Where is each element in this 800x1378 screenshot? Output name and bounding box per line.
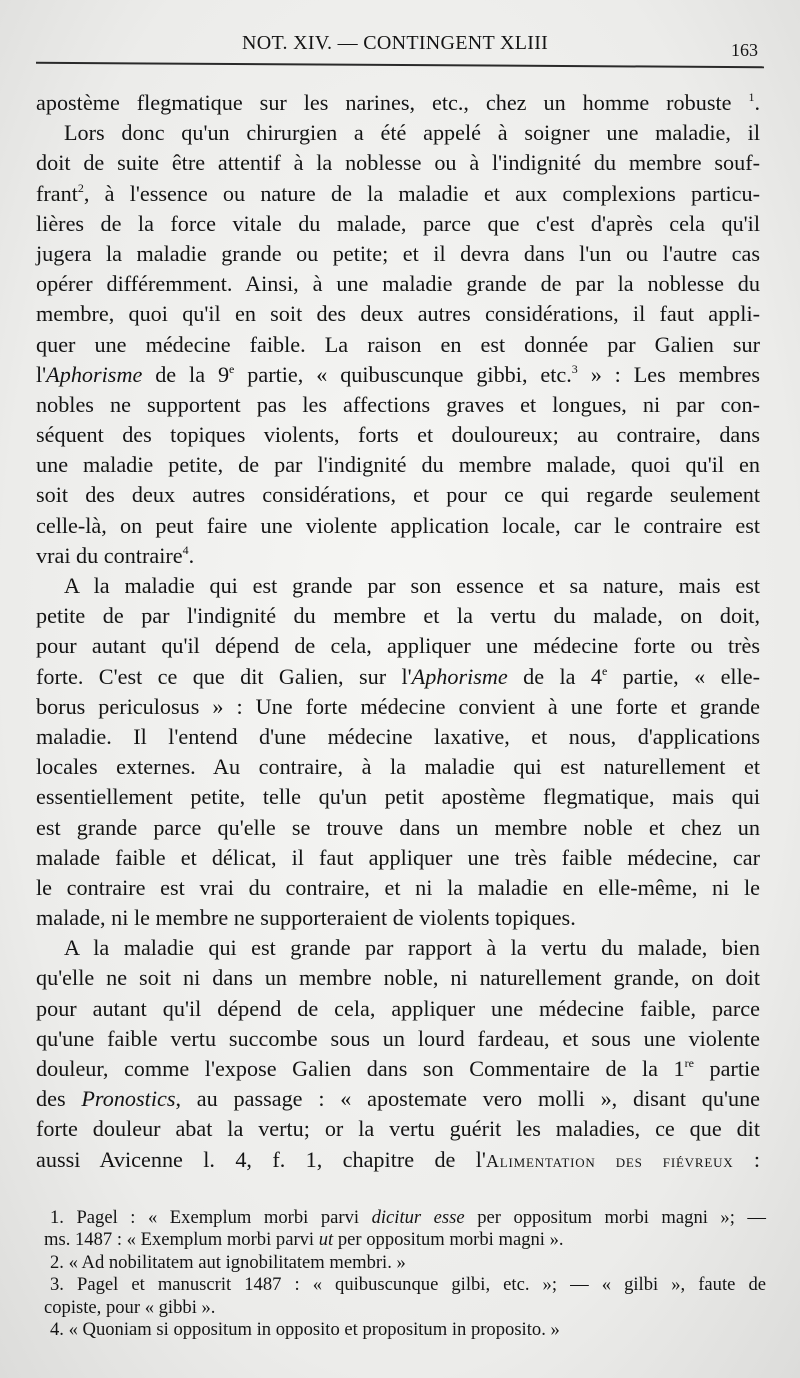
footnote-3-cont: copiste, pour « gibbi ». (44, 1296, 216, 1318)
text-line: nobles ne supportent pas les affections graves et longues, ni par con- (36, 391, 760, 417)
page-number: 163 (731, 40, 758, 60)
footnote-ref: 3 (571, 361, 578, 376)
text-line: Lors donc qu'un chirurgien a été appelé à soigner une maladie, il (64, 120, 760, 146)
running-head: NOT. XIV. — CONTINGENT XLIII (242, 32, 549, 54)
text-line: borus periculosus » : Une forte médecine convient à une forte et grande (36, 693, 760, 719)
text-line: opérer différemment. Ainsi, à une maladie grande de par la noblesse du (36, 271, 760, 297)
text-line: A la maladie qui est grande par son essence et sa nature, mais est (64, 573, 760, 598)
italic-title: Aphorisme (411, 663, 508, 689)
text-line: forte douleur abat la vertu; or la vertu guérit les maladies, ce que dit (36, 1116, 760, 1142)
footnote-ref: 1 (748, 90, 755, 104)
text-line: le contraire est vrai du contraire, et ni la maladie en elle-même, ni le (36, 874, 760, 900)
text-line: forte. C'est ce que dit Galien, sur l'Aphorisme de la 4e partie, « elle- (36, 663, 760, 689)
footnote-2: 2. « Ad nobilitatem aut ignobilitatem membri. » (50, 1251, 406, 1273)
text-line: séquent des topiques violents, forts et douloureux; au contraire, dans (36, 422, 760, 448)
text-line: malade, ni le membre ne supporteraient de violents topiques. (36, 905, 576, 931)
text-line: apostème flegmatique sur les narines, etc., chez un homme robuste $^1$. (36, 90, 761, 115)
footnote-ref: 2 (77, 180, 84, 195)
page-header (36, 26, 764, 62)
text-line: qu'une faible vertu succombe sous un lourd fardeau, et sous une violente (36, 1025, 760, 1051)
text-line: malade faible et délicat, il faut appliquer une très faible médecine, car (36, 844, 760, 870)
text-line: des Pronostics, au passage : « apostemate vero molli », disant qu'une (36, 1086, 760, 1112)
text-line: maladie. Il l'entend d'une médecine laxative, et nous, d'applications (36, 723, 760, 749)
footnote-3: 3. Pagel et manuscrit 1487 : « quibuscunque gilbi, etc. »; — « gilbi », faute de (50, 1274, 766, 1296)
text-line: aussi Avicenne l. 4, f. 1, chapitre de l'Alimentation des fiévreux : (36, 1146, 760, 1172)
italic-title: Aphorisme (46, 361, 143, 387)
text-line: locales externes. Au contraire, à la maladie qui est naturellement et (36, 754, 760, 780)
footnote-ref: 4 (182, 542, 189, 557)
body-text (36, 88, 760, 1175)
text-line: A la maladie qui est grande par rapport à la vertu du malade, bien (64, 935, 760, 961)
text-line: l'Aphorisme de la 9e partie, « quibuscunque gibbi, etc.$^3$ » : Les membres (36, 361, 760, 387)
text-line: pour autant qu'il dépend de cela, appliquer une médecine forte ou très (36, 633, 760, 659)
small-caps-title: Alimentation des fiévreux (485, 1150, 734, 1171)
text-line: frant$^2$, à l'essence ou nature de la maladie et aux complexions particu- (36, 180, 760, 206)
text-line: une maladie petite, de par l'indignité du membre malade, quoi qu'il en (36, 452, 760, 478)
text-line: soit des deux autres considérations, et pour ce qui regarde seulement (36, 482, 760, 508)
italic-title: Pronostics (81, 1086, 176, 1112)
footnote-1: 1. Pagel : « Exemplum morbi parvi dicitur esse per oppositum morbi magni »; — (50, 1207, 767, 1228)
text-line: vrai du contraire$^4$. (36, 542, 195, 568)
text-line: quer une médecine faible. La raison en est donnée par Galien sur (36, 331, 760, 357)
text-line: jugera la maladie grande ou petite; et il devra dans l'un ou l'autre cas (36, 240, 760, 266)
text-line: qu'elle ne soit ni dans un membre noble, ni naturellement grande, on doit (36, 965, 760, 991)
text-line: celle-là, on peut faire une violente application locale, car le contraire est (36, 512, 760, 538)
text-line: petite de par l'indignité du membre et la vertu du malade, on doit, (36, 603, 760, 629)
footnote-1-cont: ms. 1487 : « Exemplum morbi parvi ut per oppositum morbi magni ». (44, 1229, 564, 1251)
text-line: essentiellement petite, telle qu'un petit apostème flegmatique, mais qui (36, 784, 760, 810)
text-line: est grande parce qu'elle se trouve dans un membre noble et chez un (36, 814, 760, 840)
text-line: membre, quoi qu'il en soit des deux autres considérations, il faut appli- (36, 301, 760, 327)
text-line: lières de la force vitale du malade, parce que c'est d'après cela qu'il (36, 210, 760, 236)
header-rule (36, 62, 764, 68)
text-line: pour autant qu'il dépend de cela, appliquer une médecine faible, parce (36, 995, 760, 1021)
footnote-4: 4. « Quoniam si oppositum in opposito et propositum in proposito. » (50, 1318, 560, 1340)
text-line: douleur, comme l'expose Galien dans son Commentaire de la 1re partie (36, 1056, 760, 1081)
text-line: doit de suite être attentif à la noblesse ou à l'indignité du membre souf- (36, 150, 760, 176)
footnotes (44, 1207, 766, 1341)
